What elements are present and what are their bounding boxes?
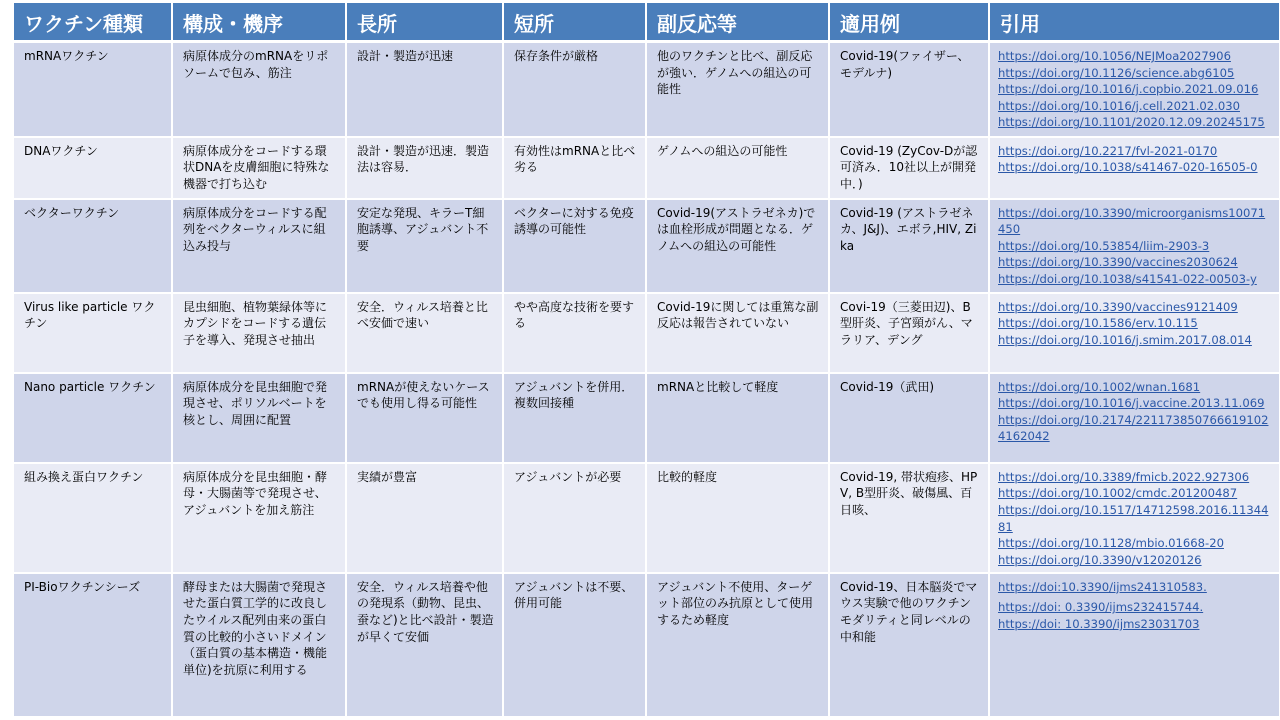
citation-link[interactable]: https://doi: 0.3390/ijms232415744. bbox=[998, 600, 1204, 615]
citation-link[interactable]: https://doi.org/10.2174/2211738507666191024162042 bbox=[998, 412, 1269, 444]
citation-link[interactable]: https://doi.org/10.53854/liim-2903-3 bbox=[998, 238, 1210, 253]
vaccine-comparison-table bbox=[14, 3, 1280, 718]
cell-mechanism: 病原体成分をコードする配列をベクターウィルスに組込み投与 bbox=[172, 199, 346, 293]
cell-examples: Covid-19 (ZyCov-Dが認可済み．10社以上が開発中．) bbox=[829, 137, 989, 199]
citation-link[interactable]: https://doi.org/10.1126/science.abg6105 bbox=[998, 65, 1235, 80]
cell-cons: 保存条件が厳格 bbox=[503, 42, 646, 137]
citation-link[interactable]: https://doi.org/10.3390/vaccines9121409 bbox=[998, 299, 1238, 314]
cell-vaccine-type: mRNAワクチン bbox=[14, 42, 172, 137]
citation-link[interactable]: https://doi.org/10.1016/j.copbio.2021.09.016 bbox=[998, 82, 1259, 97]
cell-side-effects: ゲノムへの組込の可能性 bbox=[646, 137, 829, 199]
table-row-vector bbox=[14, 199, 1280, 293]
cell-citations bbox=[989, 573, 1280, 717]
cell-citations bbox=[989, 373, 1280, 463]
cell-examples: Covid-19、日本脳炎でマウス実験で他のワクチンモダリティと同レベルの中和能 bbox=[829, 573, 989, 717]
cell-side-effects: mRNAと比較して軽度 bbox=[646, 373, 829, 463]
citation-link[interactable]: https://doi.org/10.1517/14712598.2016.1134481 bbox=[998, 502, 1269, 534]
cell-cons: ベクターに対する免疫誘導の可能性 bbox=[503, 199, 646, 293]
table-row-nanoparticle bbox=[14, 373, 1280, 463]
cell-pros: 安全．ウィルス培養と比べ安価で速い bbox=[346, 293, 503, 373]
cell-examples: Covi-19（三菱田辺)、B型肝炎、子宮頸がん、マラリア、デング bbox=[829, 293, 989, 373]
header-cons: 短所 bbox=[503, 3, 646, 42]
cell-pros: mRNAが使えないケースでも使用し得る可能性 bbox=[346, 373, 503, 463]
citation-link[interactable]: https://doi.org/10.1056/NEJMoa2027906 bbox=[998, 49, 1231, 63]
header-citations: 引用 bbox=[989, 3, 1280, 42]
cell-pros: 実績が豊富 bbox=[346, 463, 503, 573]
citation-link[interactable]: https://doi.org/10.3390/microorganisms10071450 bbox=[998, 205, 1266, 237]
citation-link[interactable]: https://doi.org/10.1016/j.smim.2017.08.014 bbox=[998, 332, 1252, 347]
citation-link[interactable]: https://doi.org/10.3390/v12020126 bbox=[998, 552, 1202, 567]
cell-vaccine-type: Nano particle ワクチン bbox=[14, 373, 172, 463]
cell-cons: やや高度な技術を要する bbox=[503, 293, 646, 373]
cell-cons: 有効性はmRNAと比べ劣る bbox=[503, 137, 646, 199]
citation-link[interactable]: https://doi.org/10.1002/cmdc.201200487 bbox=[998, 486, 1238, 501]
cell-examples: Covid-19(ファイザー、モデルナ) bbox=[829, 42, 989, 137]
table-row-dna bbox=[14, 137, 1280, 199]
cell-vaccine-type: ベクターワクチン bbox=[14, 199, 172, 293]
citation-link[interactable]: https://doi.org/10.1038/s41541-022-00503-y bbox=[998, 271, 1257, 286]
cell-citations bbox=[989, 199, 1280, 293]
cell-mechanism: 病原体成分をコードする環状DNAを皮膚細胞に特殊な機器で打ち込む bbox=[172, 137, 346, 199]
header-mechanism: 構成・機序 bbox=[172, 3, 346, 42]
cell-pros: 安定な発現、キラーT細胞誘導、アジュバント不要 bbox=[346, 199, 503, 293]
table-row-pi-bio bbox=[14, 573, 1280, 717]
header-pros: 長所 bbox=[346, 3, 503, 42]
citation-link[interactable]: https://doi.org/10.1586/erv.10.115 bbox=[998, 316, 1198, 331]
cell-side-effects: 比較的軽度 bbox=[646, 463, 829, 573]
citation-link[interactable]: https://doi.org/10.1101/2020.12.09.20245175 bbox=[998, 115, 1265, 130]
cell-mechanism: 酵母または大腸菌で発現させた蛋白質工学的に改良したウイルス配列由来の蛋白質の比較的小さいドメイン（蛋白質の基本構造・機能単位)を抗原に利用する bbox=[172, 573, 346, 717]
cell-examples: Covid-19 (アストラゼネカ、J&J)、エボラ,HIV, Zika bbox=[829, 199, 989, 293]
header-side-effects: 副反応等 bbox=[646, 3, 829, 42]
cell-side-effects: Covid-19(アストラゼネカ)では血栓形成が問題となる．ゲノムへの組込の可能性 bbox=[646, 199, 829, 293]
cell-cons: アジュバントを併用．複数回接種 bbox=[503, 373, 646, 463]
cell-cons: アジュバントが必要 bbox=[503, 463, 646, 573]
citation-link[interactable]: https://doi:10.3390/ijms241310583. bbox=[998, 579, 1207, 594]
cell-mechanism: 病原体成分のmRNAをリポソームで包み、筋注 bbox=[172, 42, 346, 137]
cell-mechanism: 病原体成分を昆虫細胞で発現させ、ポリソルベートを核とし、周囲に配置 bbox=[172, 373, 346, 463]
citation-link[interactable]: https://doi.org/10.3390/vaccines2030624 bbox=[998, 255, 1238, 270]
cell-cons: アジュバントは不要、併用可能 bbox=[503, 573, 646, 717]
cell-pros: 設計・製造が迅速 bbox=[346, 42, 503, 137]
cell-mechanism: 昆虫細胞、植物葉緑体等にカプシドをコードする遺伝子を導入、発現させ抽出 bbox=[172, 293, 346, 373]
citation-link[interactable]: https://doi.org/10.1016/j.vaccine.2013.11.069 bbox=[998, 396, 1265, 411]
cell-examples: Covid-19（武田) bbox=[829, 373, 989, 463]
cell-mechanism: 病原体成分を昆虫細胞・酵母・大腸菌等で発現させ、アジュバントを加え筋注 bbox=[172, 463, 346, 573]
cell-side-effects: Covid-19に関しては重篤な副反応は報告されていない bbox=[646, 293, 829, 373]
citation-link[interactable]: https://doi.org/10.2217/fvl-2021-0170 bbox=[998, 143, 1218, 158]
cell-vaccine-type: Virus like particle ワクチン bbox=[14, 293, 172, 373]
cell-citations bbox=[989, 463, 1280, 573]
citation-link[interactable]: https://doi.org/10.1002/wnan.1681 bbox=[998, 379, 1201, 394]
cell-vaccine-type: DNAワクチン bbox=[14, 137, 172, 199]
citation-link[interactable]: https://doi.org/10.1016/j.cell.2021.02.030 bbox=[998, 98, 1240, 113]
citation-link[interactable]: https://doi: 10.3390/ijms23031703 bbox=[998, 617, 1200, 632]
header-vaccine-type: ワクチン種類 bbox=[14, 3, 172, 42]
table-row-vlp bbox=[14, 293, 1280, 373]
header-row bbox=[14, 3, 1280, 42]
cell-side-effects: 他のワクチンと比べ、副反応が強い．ゲノムへの組込の可能性 bbox=[646, 42, 829, 137]
header-examples: 適用例 bbox=[829, 3, 989, 42]
cell-citations bbox=[989, 42, 1280, 137]
citation-link[interactable]: https://doi.org/10.3389/fmicb.2022.927306 bbox=[998, 469, 1250, 484]
cell-examples: Covid-19, 帯状疱疹、HPV, B型肝炎、破傷風、百日咳、 bbox=[829, 463, 989, 573]
cell-pros: 設計・製造が迅速．製造法は容易． bbox=[346, 137, 503, 199]
citation-link[interactable]: https://doi.org/10.1128/mbio.01668-20 bbox=[998, 536, 1224, 551]
cell-citations bbox=[989, 137, 1280, 199]
cell-citations bbox=[989, 293, 1280, 373]
cell-pros: 安全．ウィルス培養や他の発現系（動物、昆虫、蚕など)と比べ設計・製造が早くて安価 bbox=[346, 573, 503, 717]
cell-side-effects: アジュバント不使用、ターゲット部位のみ抗原として使用するため軽度 bbox=[646, 573, 829, 717]
table-row-mrna bbox=[14, 42, 1280, 137]
citation-link[interactable]: https://doi.org/10.1038/s41467-020-16505-0 bbox=[998, 160, 1258, 175]
cell-vaccine-type: 組み換え蛋白ワクチン bbox=[14, 463, 172, 573]
cell-vaccine-type: PI-Bioワクチンシーズ bbox=[14, 573, 172, 717]
table-row-recombinant bbox=[14, 463, 1280, 573]
